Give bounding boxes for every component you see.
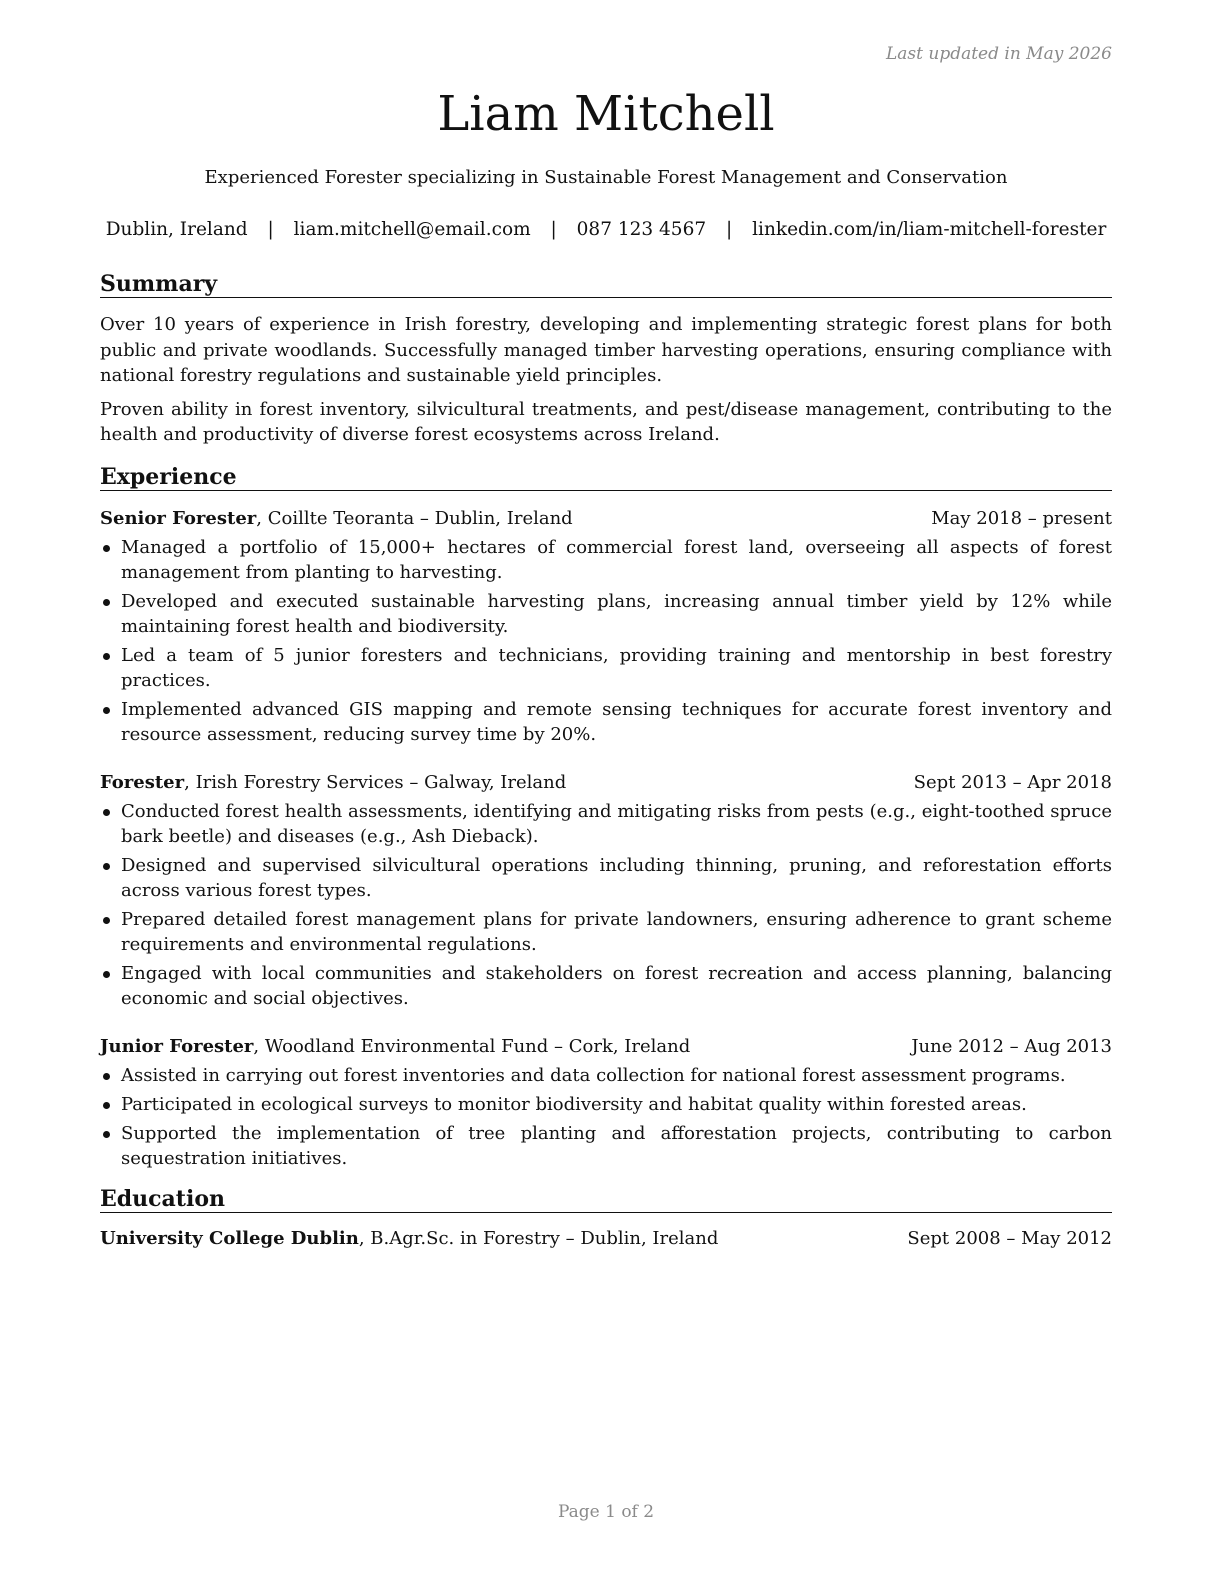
education-dates: Sept 2008 – May 2012 <box>907 1228 1112 1249</box>
job-bullets <box>100 535 1112 747</box>
candidate-name: Liam Mitchell <box>437 86 775 142</box>
page-number: Page 1 of 2 <box>557 1502 655 1522</box>
contact-linkedin-link[interactable]: linkedin.com/in/liam-mitchell-forester <box>752 219 1107 240</box>
education-section <box>100 1186 1112 1251</box>
bullet-item: Led a team of 5 junior foresters and technicians, providing training and mentorship in best forestry practices. <box>100 643 1112 693</box>
contact-separator: | <box>726 219 733 240</box>
job-role: Senior Forester <box>100 508 257 529</box>
resume-page <box>100 0 1112 1584</box>
candidate-headline: Experienced Forester specializing in Sustainable Forest Management and Conservation <box>204 167 1008 188</box>
job-dates: May 2018 – present <box>931 508 1112 529</box>
bullet-item: Conducted forest health assessments, identifying and mitigating risks from pests (e.g., eight-toothed spruce bark beetle) and diseases (e.g., Ash Dieback). <box>100 799 1112 849</box>
contact-location: Dublin, Ireland <box>105 219 248 240</box>
bullet-item: Supported the implementation of tree planting and afforestation projects, contributing to carbon sequestration initiatives. <box>100 1121 1112 1171</box>
bullet-item: Implemented advanced GIS mapping and remote sensing techniques for accurate forest inventory and resource assessment, reducing survey time by 20%. <box>100 697 1112 747</box>
education-degree: , B.Agr.Sc. in Forestry – Dublin, Ireland <box>358 1228 719 1249</box>
bullet-item: Managed a portfolio of 15,000+ hectares of commercial forest land, overseeing all aspects of forest management from planting to harvesting. <box>100 535 1112 585</box>
contact-phone: 087 123 4567 <box>576 219 707 240</box>
summary-section <box>100 271 1112 448</box>
education-heading: Education <box>100 1186 1112 1213</box>
bullet-item: Participated in ecological surveys to monitor biodiversity and habitat quality within forested areas. <box>100 1092 1112 1117</box>
job-bullets <box>100 1063 1112 1171</box>
job-dates: Sept 2013 – Apr 2018 <box>913 772 1112 793</box>
job-header <box>100 506 1112 531</box>
bullet-item: Designed and supervised silvicultural operations including thinning, pruning, and reforestation efforts across various forest types. <box>100 853 1112 903</box>
job-role: Forester <box>100 772 185 793</box>
education-entry <box>100 1226 1112 1251</box>
contact-separator: | <box>267 219 274 240</box>
contact-email-link[interactable]: liam.mitchell@email.com <box>293 219 531 240</box>
contact-separator: | <box>550 219 557 240</box>
education-school: University College Dublin <box>100 1228 359 1249</box>
summary-paragraph: Proven ability in forest inventory, silvicultural treatments, and pest/disease management, contributing to the health and productivity of diverse forest ecosystems across Ireland. <box>100 398 1112 445</box>
experience-heading: Experience <box>100 464 1112 491</box>
job-organization: , Coillte Teoranta – Dublin, Ireland <box>256 508 573 529</box>
summary-paragraph: Over 10 years of experience in Irish forestry, developing and implementing strategic forest plans for both public and private woodlands. Successfully managed timber harvesting operations, ensuring compliance with national forestry regulations and sustainable yield principles. <box>100 314 1112 386</box>
bullet-item: Engaged with local communities and stakeholders on forest recreation and access planning, balancing economic and social objectives. <box>100 961 1112 1011</box>
job-role: Junior Forester <box>100 1036 254 1057</box>
job-dates: June 2012 – Aug 2013 <box>911 1036 1112 1057</box>
job-entry <box>100 1034 1112 1171</box>
bullet-item: Developed and executed sustainable harvesting plans, increasing annual timber yield by 12% while maintaining forest health and biodiversity. <box>100 589 1112 639</box>
job-organization: , Irish Forestry Services – Galway, Ireland <box>184 772 567 793</box>
last-updated-note: Last updated in May 2026 <box>885 44 1112 64</box>
summary-heading: Summary <box>100 271 1112 298</box>
job-header <box>100 1034 1112 1059</box>
bullet-item: Prepared detailed forest management plans for private landowners, ensuring adherence to grant scheme requirements and environmental regulations. <box>100 907 1112 957</box>
job-organization: , Woodland Environmental Fund – Cork, Ireland <box>253 1036 691 1057</box>
job-entry <box>100 770 1112 1011</box>
experience-section <box>100 464 1112 1171</box>
bullet-item: Assisted in carrying out forest inventories and data collection for national forest assessment programs. <box>100 1063 1112 1088</box>
job-header <box>100 770 1112 795</box>
contact-line <box>100 219 1112 240</box>
job-entry <box>100 506 1112 747</box>
job-bullets <box>100 799 1112 1011</box>
